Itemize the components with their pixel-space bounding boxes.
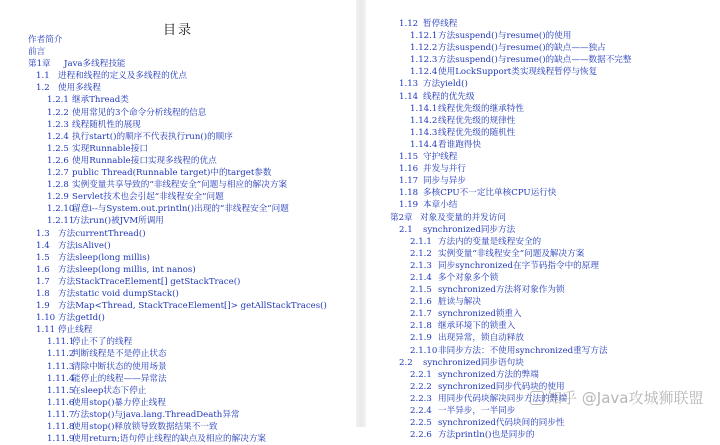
toc-entry-text: Servlet技术也会引起“非线程安全”问题 bbox=[72, 192, 224, 203]
toc-entry[interactable] bbox=[366, 332, 720, 344]
toc-entry-number: 1.11.7 bbox=[47, 409, 75, 420]
toc-entry[interactable] bbox=[366, 296, 720, 308]
toc-entry-number: 第2章 bbox=[390, 212, 413, 223]
toc-entry-number: 2.2.2 bbox=[410, 381, 432, 392]
toc-entry[interactable] bbox=[366, 260, 720, 272]
toc-entry[interactable] bbox=[0, 252, 356, 264]
toc-entry[interactable] bbox=[366, 30, 720, 42]
toc-entry[interactable] bbox=[366, 151, 720, 163]
toc-entry-text: 使用LockSupport类实现线程暂停与恢复 bbox=[438, 67, 598, 78]
toc-entry-text: 停止线程 bbox=[58, 325, 93, 336]
toc-entry-text: 使用多线程 bbox=[58, 83, 101, 94]
toc-entry-number: 1.2.4 bbox=[47, 131, 69, 142]
toc-entry-text: public Thread(Runnable target)中的target参数 bbox=[72, 168, 272, 179]
toc-entry[interactable] bbox=[0, 264, 356, 276]
toc-entry-number: 2.2.4 bbox=[410, 406, 432, 416]
toc-entry[interactable] bbox=[0, 131, 356, 143]
toc-entry-number: 1.1 bbox=[36, 71, 50, 82]
toc-entry-number: 2.1.3 bbox=[410, 260, 432, 271]
toc-entry[interactable] bbox=[0, 276, 356, 288]
toc-entry-text: 实例变量“非线程安全”问题及解决方案 bbox=[438, 248, 585, 259]
toc-entry-text: 留意i--与System.out.println()出现的“非线程安全”问题 bbox=[72, 204, 289, 215]
toc-entry-number: 1.2.6 bbox=[47, 155, 69, 166]
toc-entry[interactable] bbox=[0, 312, 356, 324]
toc-entry-number: 2.1.10 bbox=[410, 345, 438, 356]
toc-entry[interactable] bbox=[0, 155, 356, 167]
toc-entry-text: 方法内的变量是线程安全的 bbox=[438, 236, 542, 247]
toc-entry-text: 方法Map<Thread, StackTraceElement[]> getAllStackTraces() bbox=[58, 301, 327, 312]
toc-entry[interactable] bbox=[366, 103, 720, 115]
toc-entry-number: 1.2.9 bbox=[47, 192, 69, 203]
toc-entry-text: 停止不了的线程 bbox=[72, 337, 133, 348]
toc-entry[interactable] bbox=[366, 417, 720, 429]
toc-entry-text: 暂停线程 bbox=[423, 19, 458, 29]
toc-entry-text: 线程优先级的继承特性 bbox=[438, 103, 524, 114]
toc-entry-number: 1.2.11 bbox=[47, 216, 75, 227]
toc-entry-number: 1.2.3 bbox=[47, 119, 69, 130]
toc-entry-number: 1.17 bbox=[399, 176, 419, 187]
toc-entry-number: 1.12.4 bbox=[410, 67, 438, 78]
toc-entry[interactable] bbox=[366, 115, 720, 127]
toc-entry[interactable] bbox=[366, 91, 720, 103]
toc-entry-text: 使用stop()释放锁导致数据结果不一致 bbox=[72, 422, 218, 432]
toc-entry-number: 1.2.8 bbox=[47, 180, 69, 191]
toc-entry-text: 线程优先级的随机性 bbox=[438, 127, 516, 138]
toc-left-page bbox=[0, 0, 356, 445]
toc-entry-text: 方法getId() bbox=[58, 313, 105, 324]
toc-entry[interactable] bbox=[366, 357, 720, 369]
toc-entry[interactable] bbox=[0, 409, 356, 421]
toc-entry-number: 1.2.1 bbox=[47, 95, 69, 106]
toc-entry-number: 2.1.9 bbox=[410, 333, 432, 344]
toc-entry-text: synchronized代码块间的同步性 bbox=[438, 418, 565, 429]
toc-entry[interactable] bbox=[366, 199, 720, 211]
toc-entry[interactable] bbox=[366, 78, 720, 90]
watermark bbox=[530, 387, 703, 408]
toc-entry-number: 1.11.9 bbox=[47, 434, 75, 445]
toc-entry-text: 方法sleep(long millis) bbox=[58, 252, 150, 263]
toc-entry-number: 2.1.4 bbox=[410, 272, 432, 283]
toc-entry-text: 看谁跑得快 bbox=[438, 139, 481, 150]
toc-entry[interactable] bbox=[366, 369, 720, 381]
toc-entry-text: synchronized锁重入 bbox=[438, 309, 522, 320]
toc-entry[interactable] bbox=[366, 18, 720, 30]
toc-entry-number: 1.12.2 bbox=[410, 43, 438, 54]
toc-entry[interactable] bbox=[0, 191, 356, 203]
toc-entry[interactable] bbox=[0, 203, 356, 215]
toc-entry-text: synchronized同步代码块的使用 bbox=[438, 381, 565, 392]
toc-entry-text: 方法StackTraceElement[] getStackTrace() bbox=[58, 276, 241, 287]
toc-entry-number: 1.13 bbox=[399, 79, 419, 90]
toc-entry-number: 1.11.3 bbox=[47, 361, 75, 372]
toc-entry[interactable] bbox=[366, 187, 720, 199]
toc-entry-text: 对象及变量的并发访问 bbox=[420, 212, 506, 223]
toc-entry-text: 多核CPU不一定比单核CPU运行快 bbox=[423, 188, 557, 199]
toc-entry-number: 2.2 bbox=[399, 357, 413, 368]
toc-entry[interactable] bbox=[366, 66, 720, 78]
toc-entry-text: 守护线程 bbox=[423, 152, 458, 163]
toc-entry-text: 能停止的线程——异常法 bbox=[72, 373, 167, 384]
toc-entry-number: 1.14.1 bbox=[410, 103, 438, 114]
toc-entry[interactable] bbox=[0, 348, 356, 360]
toc-entry-number: 1.14.2 bbox=[410, 115, 438, 126]
toc-entry-text: 使用return;语句停止线程的缺点及相应的解决方案 bbox=[72, 434, 267, 445]
toc-entry[interactable] bbox=[366, 42, 720, 54]
toc-entry[interactable] bbox=[0, 433, 356, 445]
toc-entry-number: 1.6 bbox=[36, 264, 50, 275]
toc-entry-text: 用同步代码块解决同步方法的弊端 bbox=[438, 393, 567, 404]
toc-entry-text: synchronized同步方法 bbox=[423, 224, 516, 235]
toc-entry-text: 进程和线程的定义及多线程的优点 bbox=[58, 71, 187, 82]
toc-entry[interactable] bbox=[0, 300, 356, 312]
toc-entry-number: 2.1.7 bbox=[410, 309, 432, 320]
toc-entry-text: synchronized方法将对象作为锁 bbox=[438, 285, 565, 296]
toc-entry-number: 2.2.3 bbox=[410, 393, 432, 404]
toc-entry[interactable] bbox=[0, 179, 356, 191]
toc-entry[interactable] bbox=[0, 324, 356, 336]
toc-entry-text: 方法suspend()与resume()的缺点——数据不完整 bbox=[438, 55, 632, 66]
toc-entry-number: 1.4 bbox=[36, 240, 50, 251]
toc-entry[interactable] bbox=[366, 284, 720, 296]
toc-entry-number: 1.7 bbox=[36, 276, 50, 287]
toc-entry[interactable] bbox=[0, 167, 356, 179]
toc-list-left bbox=[0, 34, 356, 445]
toc-entry-number: 1.14.3 bbox=[410, 127, 438, 138]
toc-entry-number: 1.2.5 bbox=[47, 143, 69, 154]
toc-entry-text: 在sleep状态下停止 bbox=[72, 385, 147, 396]
toc-entry[interactable] bbox=[0, 288, 356, 300]
toc-entry-number: 1.5 bbox=[36, 252, 50, 263]
toc-entry[interactable] bbox=[366, 212, 720, 224]
toc-entry[interactable] bbox=[0, 94, 356, 106]
toc-entry[interactable] bbox=[366, 163, 720, 175]
toc-entry[interactable] bbox=[366, 429, 720, 441]
toc-entry-text: 并发与并行 bbox=[423, 164, 466, 175]
toc-title: 目录 bbox=[162, 23, 193, 38]
toc-entry-text: 继承环境下的锁重入 bbox=[438, 321, 516, 332]
toc-entry-text: 执行start()的顺序不代表执行run()的顺序 bbox=[72, 131, 233, 142]
toc-entry-number: 1.16 bbox=[399, 164, 419, 175]
toc-entry-text: 方法isAlive() bbox=[58, 240, 111, 251]
toc-entry-number: 第1章 bbox=[28, 59, 51, 70]
toc-entry[interactable] bbox=[366, 248, 720, 260]
toc-entry[interactable] bbox=[366, 345, 720, 357]
toc-entry[interactable] bbox=[366, 236, 720, 248]
toc-entry-number: 1.11.2 bbox=[47, 349, 75, 360]
toc-entry-text: 实例变量共享导致的“非线程安全”问题与相应的解决方案 bbox=[72, 180, 288, 191]
toc-entry-text: 线程的优先级 bbox=[423, 91, 475, 102]
toc-entry-number: 1.2.2 bbox=[47, 107, 69, 118]
toc-entry-number: 2.2.1 bbox=[410, 369, 432, 380]
toc-entry-text: 方法suspend()与resume()的使用 bbox=[438, 31, 572, 42]
toc-entry[interactable] bbox=[0, 361, 356, 373]
toc-entry-text: 方法run()被JVM所调用 bbox=[72, 216, 164, 227]
toc-entry-number: 1.11.6 bbox=[47, 397, 75, 408]
toc-entry[interactable] bbox=[366, 127, 720, 139]
toc-entry-text: 使用常见的3个命令分析线程的信息 bbox=[72, 107, 207, 118]
toc-entry-text: 同步与异步 bbox=[423, 176, 466, 187]
toc-entry[interactable] bbox=[0, 240, 356, 252]
toc-entry-text: 本章小结 bbox=[423, 200, 458, 211]
toc-entry-text: synchronized方法的弊端 bbox=[438, 369, 539, 380]
toc-entry[interactable] bbox=[0, 373, 356, 385]
toc-entry[interactable] bbox=[366, 224, 720, 236]
toc-entry-text: 方法suspend()与resume()的缺点——独占 bbox=[438, 43, 606, 54]
toc-entry-number: 1.14.4 bbox=[410, 139, 438, 150]
toc-entry[interactable] bbox=[366, 272, 720, 284]
toc-right-page bbox=[366, 0, 720, 441]
toc-entry-number: 2.1.8 bbox=[410, 321, 432, 332]
toc-entry-number: 2.1.5 bbox=[410, 285, 432, 296]
toc-entry-number: 1.2.7 bbox=[47, 168, 69, 179]
toc-entry-number: 1.11.4 bbox=[47, 373, 75, 384]
toc-entry-number: 2.1.2 bbox=[410, 248, 432, 259]
toc-entry-number: 1.11 bbox=[36, 325, 56, 336]
toc-entry[interactable] bbox=[366, 320, 720, 332]
toc-entry-text: 非同步方法：不使用synchronized重写方法 bbox=[438, 345, 608, 356]
toc-entry-number: 1.2.10 bbox=[47, 204, 75, 215]
toc-entry-text: 使用Runnable接口实现多线程的优点 bbox=[72, 155, 217, 166]
toc-entry-number: 2.2.5 bbox=[410, 418, 432, 429]
toc-entry-text: 一半异步，一半同步 bbox=[438, 406, 516, 416]
toc-entry-number: 1.10 bbox=[36, 313, 56, 324]
toc-entry-text: 前言 bbox=[28, 47, 46, 58]
toc-entry-number: 2.1 bbox=[399, 224, 413, 235]
toc-entry-number: 1.8 bbox=[36, 288, 50, 299]
toc-entry-number: 1.3 bbox=[36, 228, 50, 239]
toc-entry[interactable] bbox=[0, 385, 356, 397]
toc-entry-text: 脏读与解决 bbox=[438, 297, 481, 308]
toc-entry[interactable] bbox=[366, 139, 720, 151]
toc-entry-text: synchronized同步语句块 bbox=[423, 357, 524, 368]
toc-entry[interactable] bbox=[0, 215, 356, 227]
watermark-text: 知乎 @Java攻城狮联盟 bbox=[547, 389, 704, 407]
toc-entry-text: 判断线程是不是停止状态 bbox=[72, 349, 167, 360]
toc-entry-number: 1.11.1 bbox=[47, 337, 75, 348]
toc-entry-text: 方法println()也是同步的 bbox=[438, 430, 535, 441]
toc-entry-text: 方法stop()与java.lang.ThreadDeath异常 bbox=[72, 409, 240, 420]
toc-entry[interactable] bbox=[0, 143, 356, 155]
toc-entry-number: 2.1.6 bbox=[410, 297, 432, 308]
toc-entry[interactable] bbox=[0, 107, 356, 119]
toc-entry-text: 线程随机性的展现 bbox=[72, 119, 141, 130]
toc-entry[interactable] bbox=[0, 70, 356, 82]
toc-list-right bbox=[366, 18, 720, 441]
toc-entry[interactable] bbox=[0, 228, 356, 240]
toc-entry[interactable] bbox=[0, 119, 356, 131]
toc-entry[interactable] bbox=[0, 34, 356, 46]
toc-entry-number: 1.2 bbox=[36, 83, 50, 94]
toc-entry-text: Java多线程技能 bbox=[64, 59, 126, 70]
toc-entry-number: 1.12.1 bbox=[410, 31, 438, 42]
zhihu-logo-icon bbox=[530, 391, 544, 405]
toc-entry[interactable] bbox=[0, 46, 356, 58]
toc-entry-text: 线程优先级的规律性 bbox=[438, 115, 516, 126]
toc-entry-number: 1.12 bbox=[399, 19, 419, 29]
toc-entry-text: 多个对象多个锁 bbox=[438, 272, 499, 283]
toc-entry-text: 作者简介 bbox=[28, 35, 63, 45]
toc-entry-number: 2.1.1 bbox=[410, 236, 432, 247]
toc-entry-text: 同步synchronized在字节码指令中的原理 bbox=[438, 260, 599, 271]
toc-entry-number: 2.2.6 bbox=[410, 430, 432, 441]
toc-entry-text: 清除中断状态的使用场景 bbox=[72, 361, 167, 372]
toc-entry[interactable] bbox=[366, 308, 720, 320]
toc-entry[interactable] bbox=[0, 397, 356, 409]
toc-entry-text: 方法sleep(long millis, int nanos) bbox=[58, 264, 196, 275]
toc-entry[interactable] bbox=[366, 54, 720, 66]
toc-entry-text: 方法currentThread() bbox=[58, 228, 146, 239]
toc-entry-number: 1.9 bbox=[36, 301, 50, 312]
toc-entry[interactable] bbox=[0, 421, 356, 433]
toc-entry[interactable] bbox=[0, 82, 356, 94]
toc-entry-text: 方法yield() bbox=[423, 79, 468, 90]
toc-entry-number: 1.14 bbox=[399, 91, 419, 102]
toc-entry-number: 1.19 bbox=[399, 200, 419, 211]
toc-entry-number: 1.11.5 bbox=[47, 385, 75, 396]
toc-entry-text: 方法static void dumpStack() bbox=[58, 288, 179, 299]
toc-entry-text: 继承Thread类 bbox=[72, 95, 129, 106]
toc-entry[interactable] bbox=[0, 336, 356, 348]
book-gutter bbox=[356, 0, 366, 427]
toc-entry-number: 1.12.3 bbox=[410, 55, 438, 66]
toc-entry-number: 1.18 bbox=[399, 188, 419, 199]
toc-entry-text: 出现异常，锁自动释放 bbox=[438, 333, 524, 344]
toc-entry-text: 实现Runnable接口 bbox=[72, 143, 148, 154]
toc-entry-number: 1.15 bbox=[399, 152, 419, 163]
toc-entry-text: 使用stop()暴力停止线程 bbox=[72, 397, 166, 408]
toc-entry[interactable] bbox=[366, 175, 720, 187]
toc-entry[interactable] bbox=[0, 58, 356, 70]
toc-entry-number: 1.11.8 bbox=[47, 422, 75, 432]
